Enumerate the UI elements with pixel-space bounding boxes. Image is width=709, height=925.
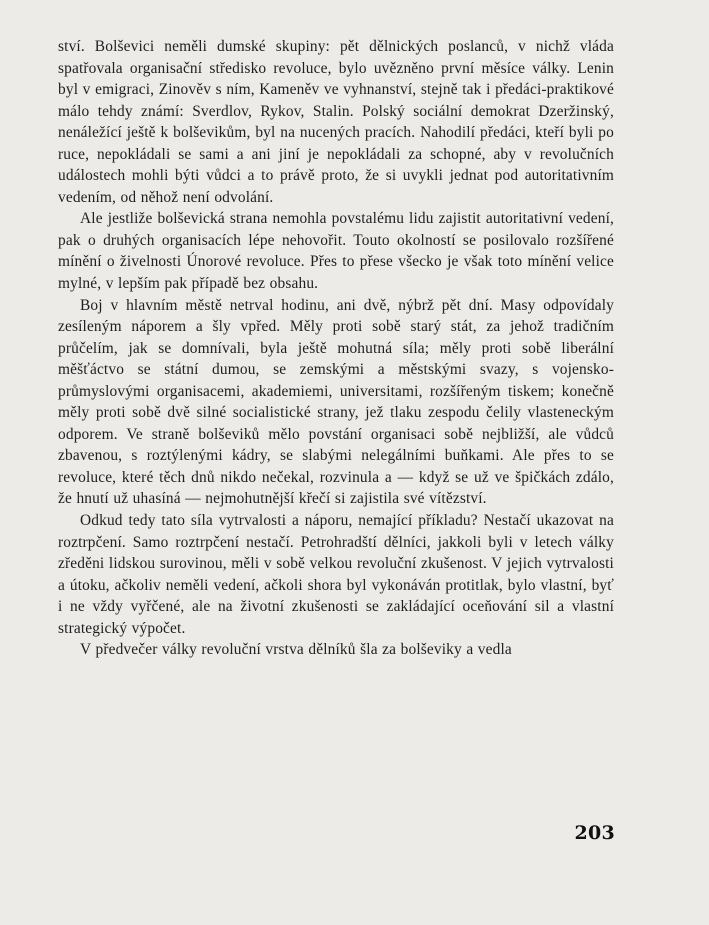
paragraph: Boj v hlavním městě netrval hodinu, ani dvě, nýbrž pět dní. Masy odpovídaly zesíleným náporem a šly vpřed. Měly proti sobě starý stát, za jehož tradičním průčelím, jak se domnívali, byla ještě mohutná síla; měly proti sobě liberální měšťáctvo se státní dumou, se zemskými a městskými svazy, s vojensko-průmyslovými organisacemi, akademiemi, universitami, rozšířeným tiskem; konečně měly proti sobě dvě silné socialistické strany, jež tlaku zespodu čelily vlasteneckým odporem. Ve straně bolševiků mělo povstání organisaci sobě nejbližší, ale vůdců zbavenou, s roztýlenými kádry, se slabými nelegálními buňkami. Ale přes to se revoluce, které těch dnů nikdo nečekal, rozvinula a — když se už ve špičkách zdálo, že hnutí už uhasíná — nejmohutnější křečí si zajistila své vítězství. <box>58 296 614 508</box>
paragraph: Ale jestliže bolševická strana nemohla povstalému lidu zajistit autoritativní vedení, pak o druhých organisacích lépe nehovořit. Touto okolností se posilovalo rozšířené mínění o živelnosti Únorové revoluce. Přes to přese všecko je však toto mínění velice mylné, v lepším pak případě bez obsahu. <box>58 210 614 293</box>
paragraph: V předvečer války revoluční vrstva dělníků šla za bolševiky a vedla <box>80 641 512 659</box>
paragraph: Odkud tedy tato síla vytrvalosti a náporu, nemající příkladu? Nestačí ukazovat na roztrpčení. Samo roztrpčení nestačí. Petrohradští dělníci, jakkoli byli v letech války zředěni lidskou surovinou, měli v sobě velkou revoluční zkušenost. V jejich vytrvalosti a útoku, ačkoliv neměli vedení, ačkoli shora byl vykonáván protitlak, bylo vlastní, byť i ne vždy vyřčené, ale na životní zkušenosti se zakládající oceňování sil a vlastní strategický výpočet. <box>58 512 614 637</box>
paragraph-continuation: ství. Bolševici neměli dumské skupiny: pět dělnických poslanců, v nichž vláda spatřovala organisační středisko revoluce, bylo uvězněno první měsíce války. Lenin byl v emigraci, Zinověv s ním, Kameněv ve vyhnanství, stejně tak i předáci-praktikové málo tehdy známí: Sverdlov, Rykov, Stalin. Polský sociální demokrat Dzeržinský, nenáležící ještě k bolševikům, byl na nucených pracích. Nahodilí předáci, kteří byli po ruce, nepokládali se sami a ani jiní je nepokládali za schopné, aby v revolučních událostech mohli býti vůdci a to právě proto, že si uvykli jednat pod autoritativním vedením, od něhož není odvolání. <box>58 38 614 206</box>
body-text <box>58 36 614 661</box>
page-number: 203 <box>574 822 615 844</box>
